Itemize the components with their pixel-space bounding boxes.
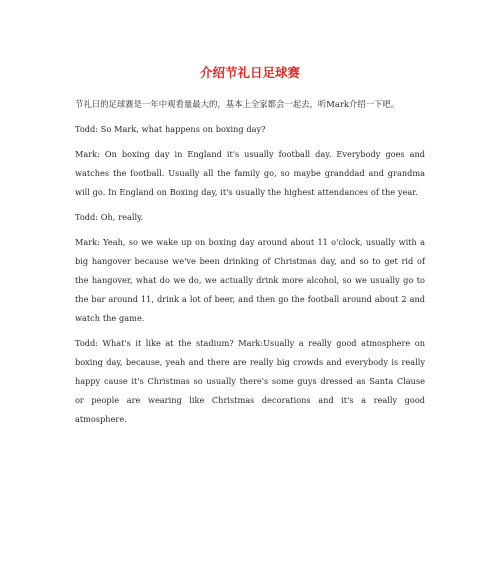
- dialogue-paragraph: Todd: Oh, really.: [75, 212, 144, 222]
- dialogue-paragraph: Mark: On boxing day in England it's usually football day. Everybody goes and watches the football. Usually all the family go, so maybe granddad and grandma will go. In England on Boxing day, it's usually the highest attendances of the year.: [75, 149, 425, 197]
- dialogue-paragraph: Mark: Yeah, so we wake up on boxing day around about 11 o'clock, usually with a big hangover because we've been drinking of Christmas day, and so to get rid of the hangover, what do we do, we actually drink more alcohol, so we usually go to the bar around 11, drink a lot of beer, and then go the football around about 2 and watch the game.: [75, 237, 425, 323]
- dialogue-paragraph: Todd: So Mark, what happens on boxing day?: [75, 124, 266, 134]
- intro-paragraph: 节礼日的足球赛是一年中观看量最大的，基本上全家都会一起去，听Mark介绍一下吧。: [75, 99, 400, 109]
- dialogue-paragraph: Todd: What's it like at the stadium? Mark:Usually a really good atmosphere on boxing day, because, yeah and there are really big crowds and everybody is really happy cause it's Christmas so usually there's some guys dressed as Santa Clause or people are wearing like Christmas decorations and it's a really good atmosphere.: [75, 338, 425, 424]
- document-title: 介绍节礼日足球赛: [199, 65, 300, 80]
- document-body: [75, 95, 425, 435]
